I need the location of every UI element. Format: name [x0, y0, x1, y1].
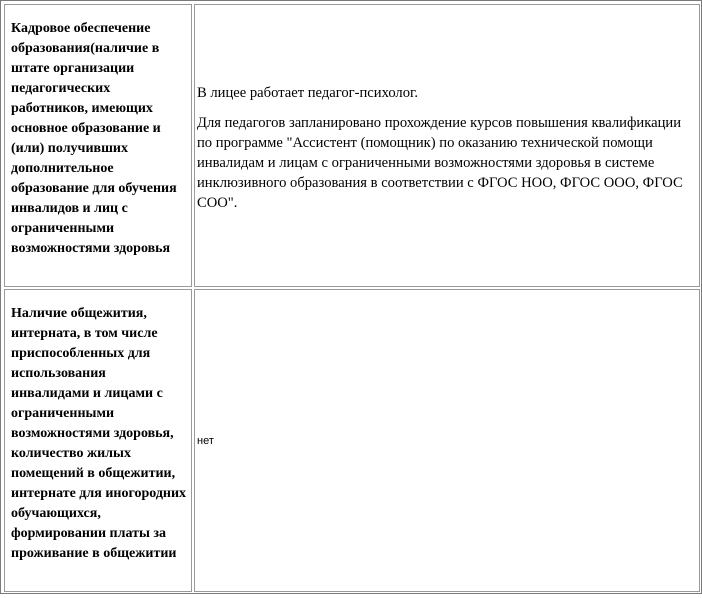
table-row-staffing-label-cell	[4, 4, 192, 287]
table-row-dormitory-label-cell	[4, 289, 192, 592]
dormitory-label: Наличие общежития, интерната, в том числе приспособленных для использования инвалидами и лицами с ограниченными возможностями здоровья, количество жилых помещений в общежитии, интернате для иногородних обучающихся, формировании платы за проживание в общежитии	[11, 306, 187, 561]
staffing-value	[197, 83, 693, 213]
table-row-dormitory-value-cell	[194, 289, 700, 592]
dormitory-value: нет	[197, 435, 214, 447]
staffing-paragraph-courses: Для педагогов запланировано прохождение курсов повышения квалификации по программе "Ассистент (помощник) по оказанию технической помощи инвалидам и лицам с ограниченными возможностями здоровья в системе инклюзивного образования в соответствии с ФГОС НОО, ФГОС ООО, ФГОС СОО".	[197, 115, 683, 211]
staffing-paragraph-psychologist: В лицее работает педагог-психолог.	[197, 85, 418, 101]
staffing-label: Кадровое обеспечение образования(наличие в штате организации педагогических работников, имеющих основное образование и (или) получивших дополнительное образование для обучения инвалидов и лиц с ограниченными возможностями здоровья	[11, 21, 177, 256]
table-row-staffing-value-cell	[194, 4, 700, 287]
